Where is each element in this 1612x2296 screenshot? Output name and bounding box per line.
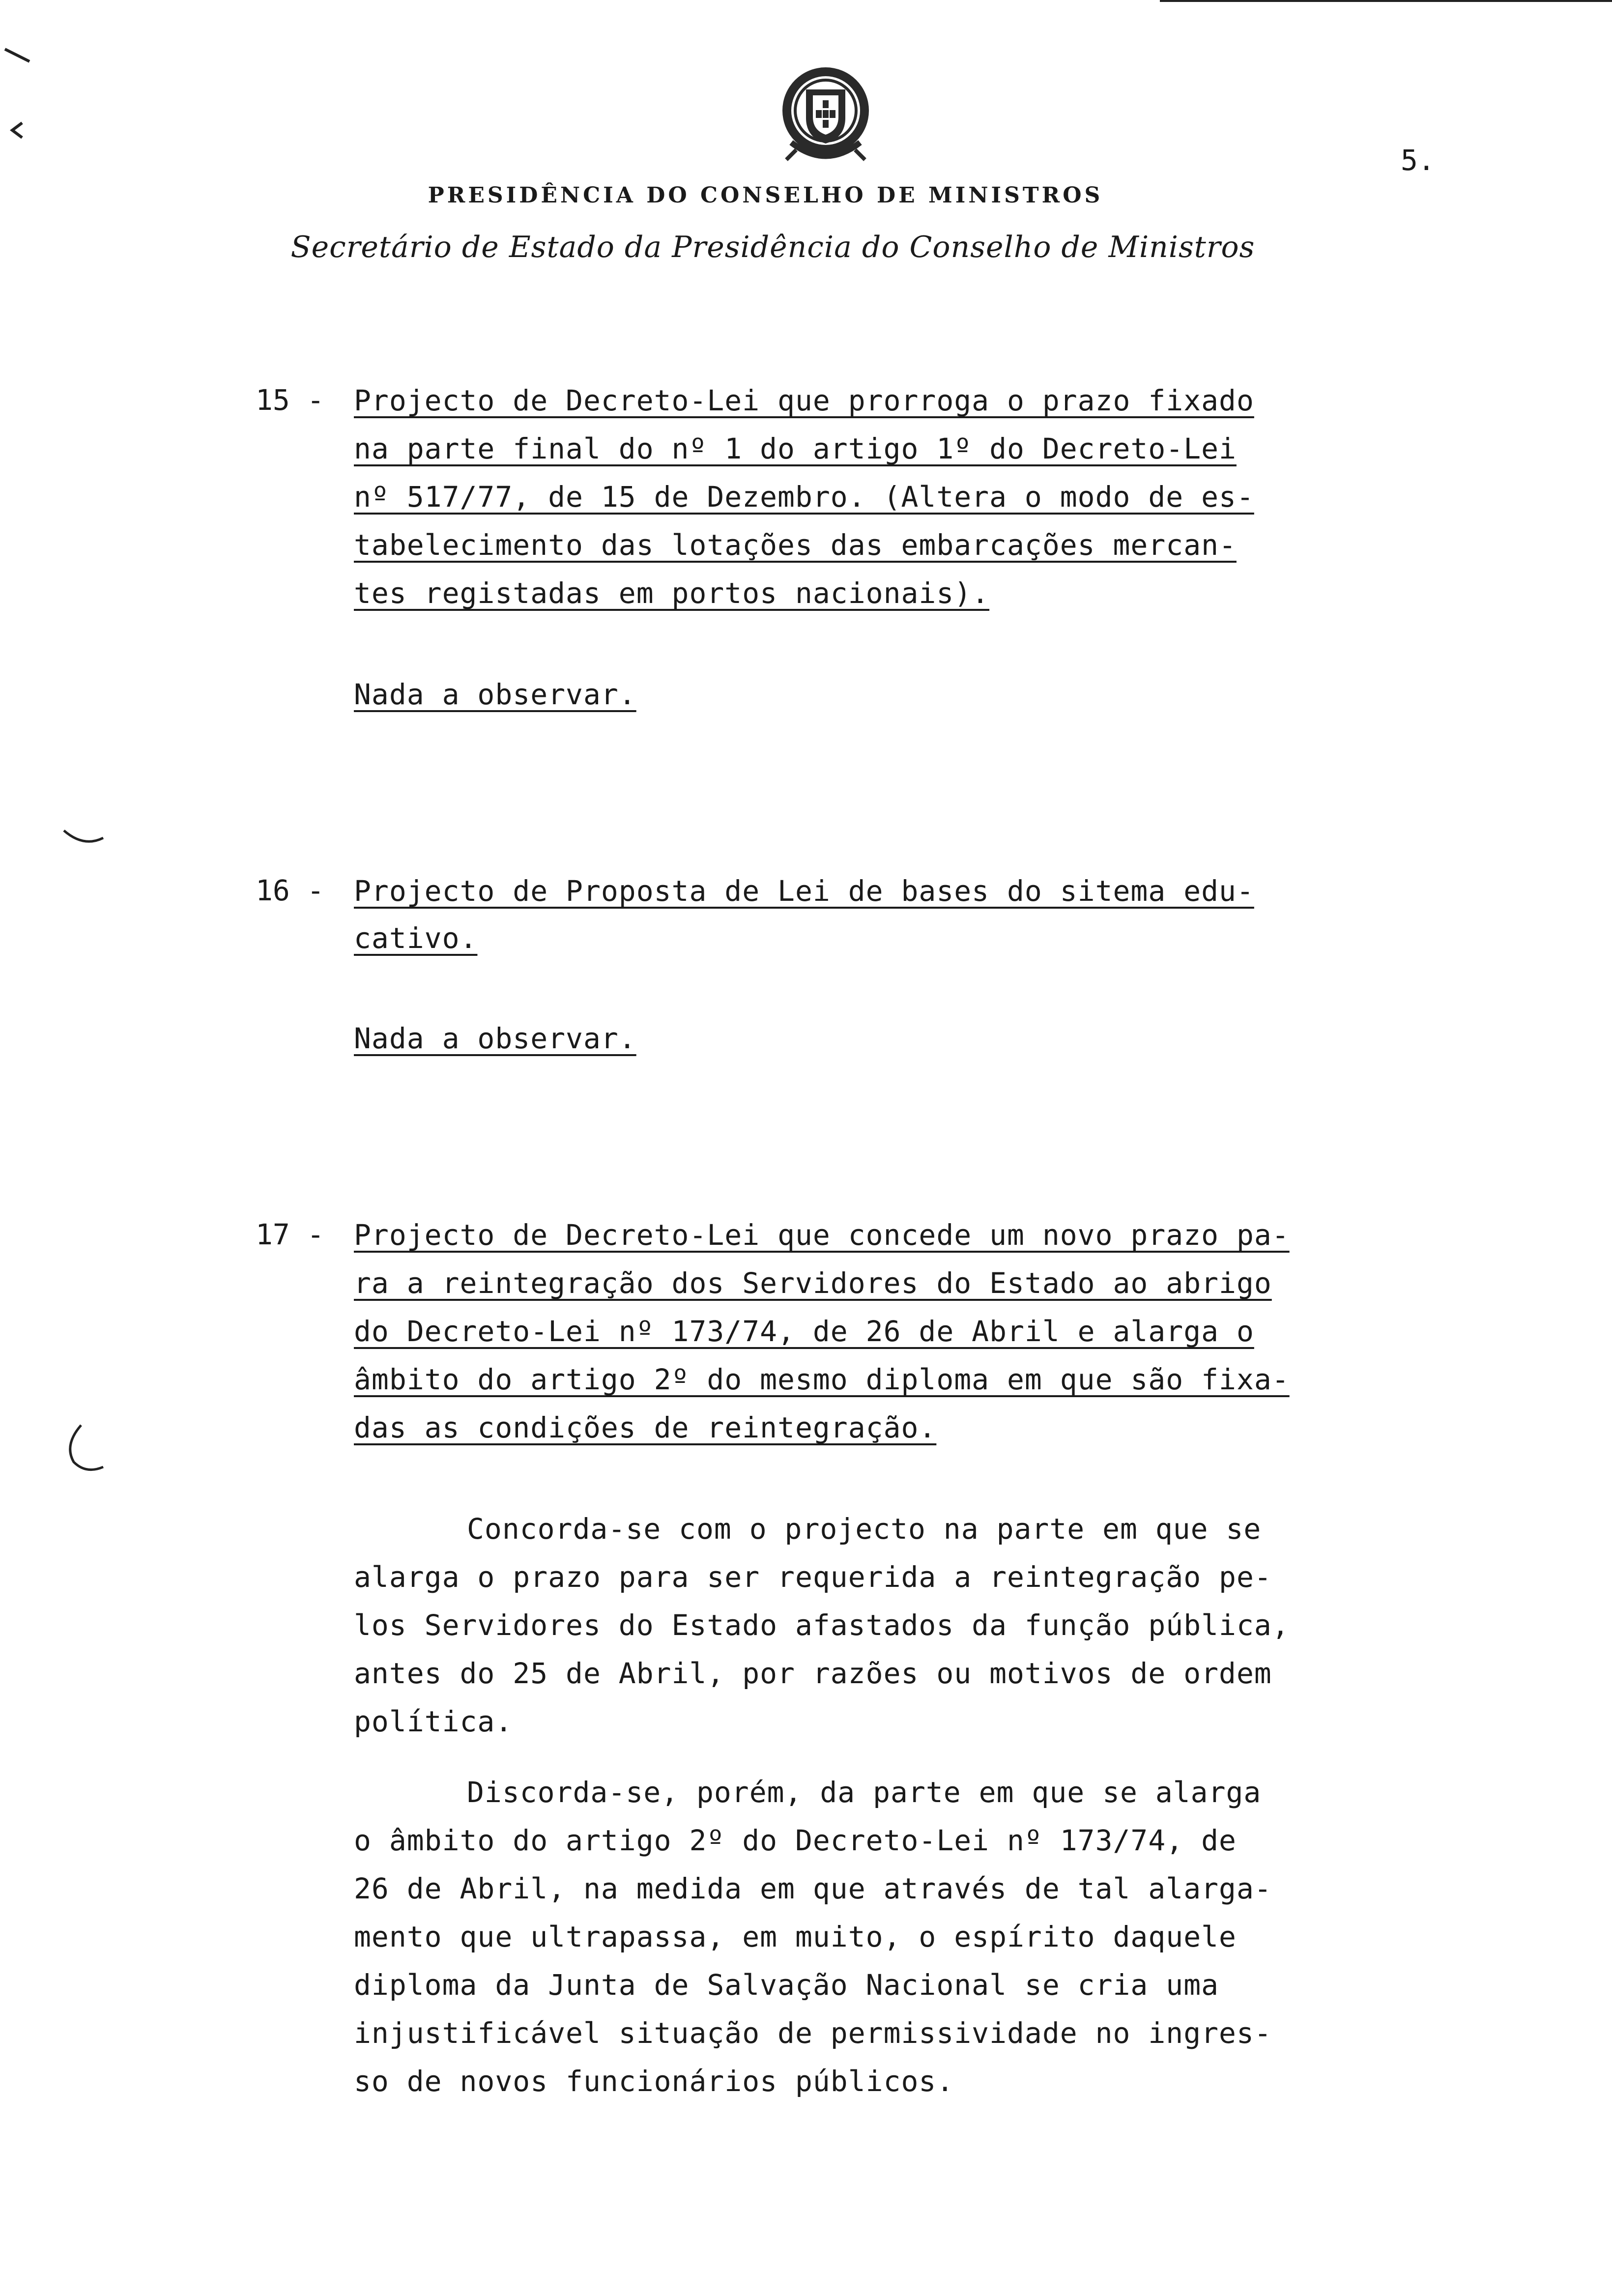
paragraph-line: política. [354, 1705, 513, 1738]
paragraph-line: antes do 25 de Abril, por razões ou motivos de ordem [354, 1657, 1272, 1690]
scan-mark [59, 826, 108, 855]
item-title-line: cativo. [354, 921, 478, 955]
coat-of-arms-emblem [777, 59, 875, 172]
paragraph-line: injustificável situação de permissividade no ingres- [354, 2016, 1272, 2050]
scan-mark [5, 118, 29, 147]
item-number: 15 - [256, 383, 324, 417]
item-title-line: tabelecimento das lotações das embarcações mercan- [354, 528, 1237, 562]
item-title-line: nº 517/77, de 15 de Dezembro. (Altera o modo de es- [354, 480, 1254, 514]
header-title: PRESIDÊNCIA DO CONSELHO DE MINISTROS [428, 183, 1103, 208]
item-title-line: ra a reintegração dos Servidores do Estado ao abrigo [354, 1266, 1272, 1300]
top-edge-rule [1160, 0, 1612, 2]
item-title-line: Projecto de Decreto-Lei que prorroga o prazo fixado [354, 384, 1254, 417]
item-title-line: âmbito do artigo 2º do mesmo diploma em que são fixa- [354, 1363, 1290, 1396]
paragraph-line: Discorda-se, porém, da parte em que se alarga [467, 1776, 1262, 1809]
item-title-line: Projecto de Proposta de Lei de bases do sitema edu- [354, 874, 1254, 908]
header-subtitle: Secretário de Estado da Presidência do Conselho de Ministros [290, 230, 1255, 264]
paragraph-line: o âmbito do artigo 2º do Decreto-Lei nº 173/74, de [354, 1824, 1237, 1857]
paragraph-line: diploma da Junta de Salvação Nacional se cria uma [354, 1968, 1219, 2002]
item-title-line: Projecto de Decreto-Lei que concede um novo prazo pa- [354, 1218, 1290, 1252]
item-title-line: do Decreto-Lei nº 173/74, de 26 de Abril e alarga o [354, 1315, 1254, 1348]
scan-mark [0, 39, 39, 69]
item-title-line: na parte final do nº 1 do artigo 1º do Decreto-Lei [354, 432, 1237, 465]
paragraph-line: 26 de Abril, na medida em que através de tal alarga- [354, 1872, 1272, 1905]
paragraph-line: alarga o prazo para ser requerida a reintegração pe- [354, 1560, 1272, 1594]
scan-mark [59, 1420, 108, 1479]
paragraph-line: mento que ultrapassa, em muito, o espírito daquele [354, 1920, 1237, 1953]
item-opinion: Nada a observar. [354, 1022, 636, 1055]
item-number: 17 - [256, 1218, 324, 1251]
page-number: 5. [1401, 144, 1435, 177]
item-opinion: Nada a observar. [354, 678, 636, 711]
paragraph-line: so de novos funcionários públicos. [354, 2065, 954, 2098]
paragraph-line: Concorda-se com o projecto na parte em que se [467, 1512, 1262, 1546]
item-title-line: tes registadas em portos nacionais). [354, 576, 990, 610]
item-title-line: das as condições de reintegração. [354, 1411, 937, 1444]
paragraph-line: los Servidores do Estado afastados da função pública, [354, 1608, 1290, 1642]
item-number: 16 - [256, 874, 324, 907]
